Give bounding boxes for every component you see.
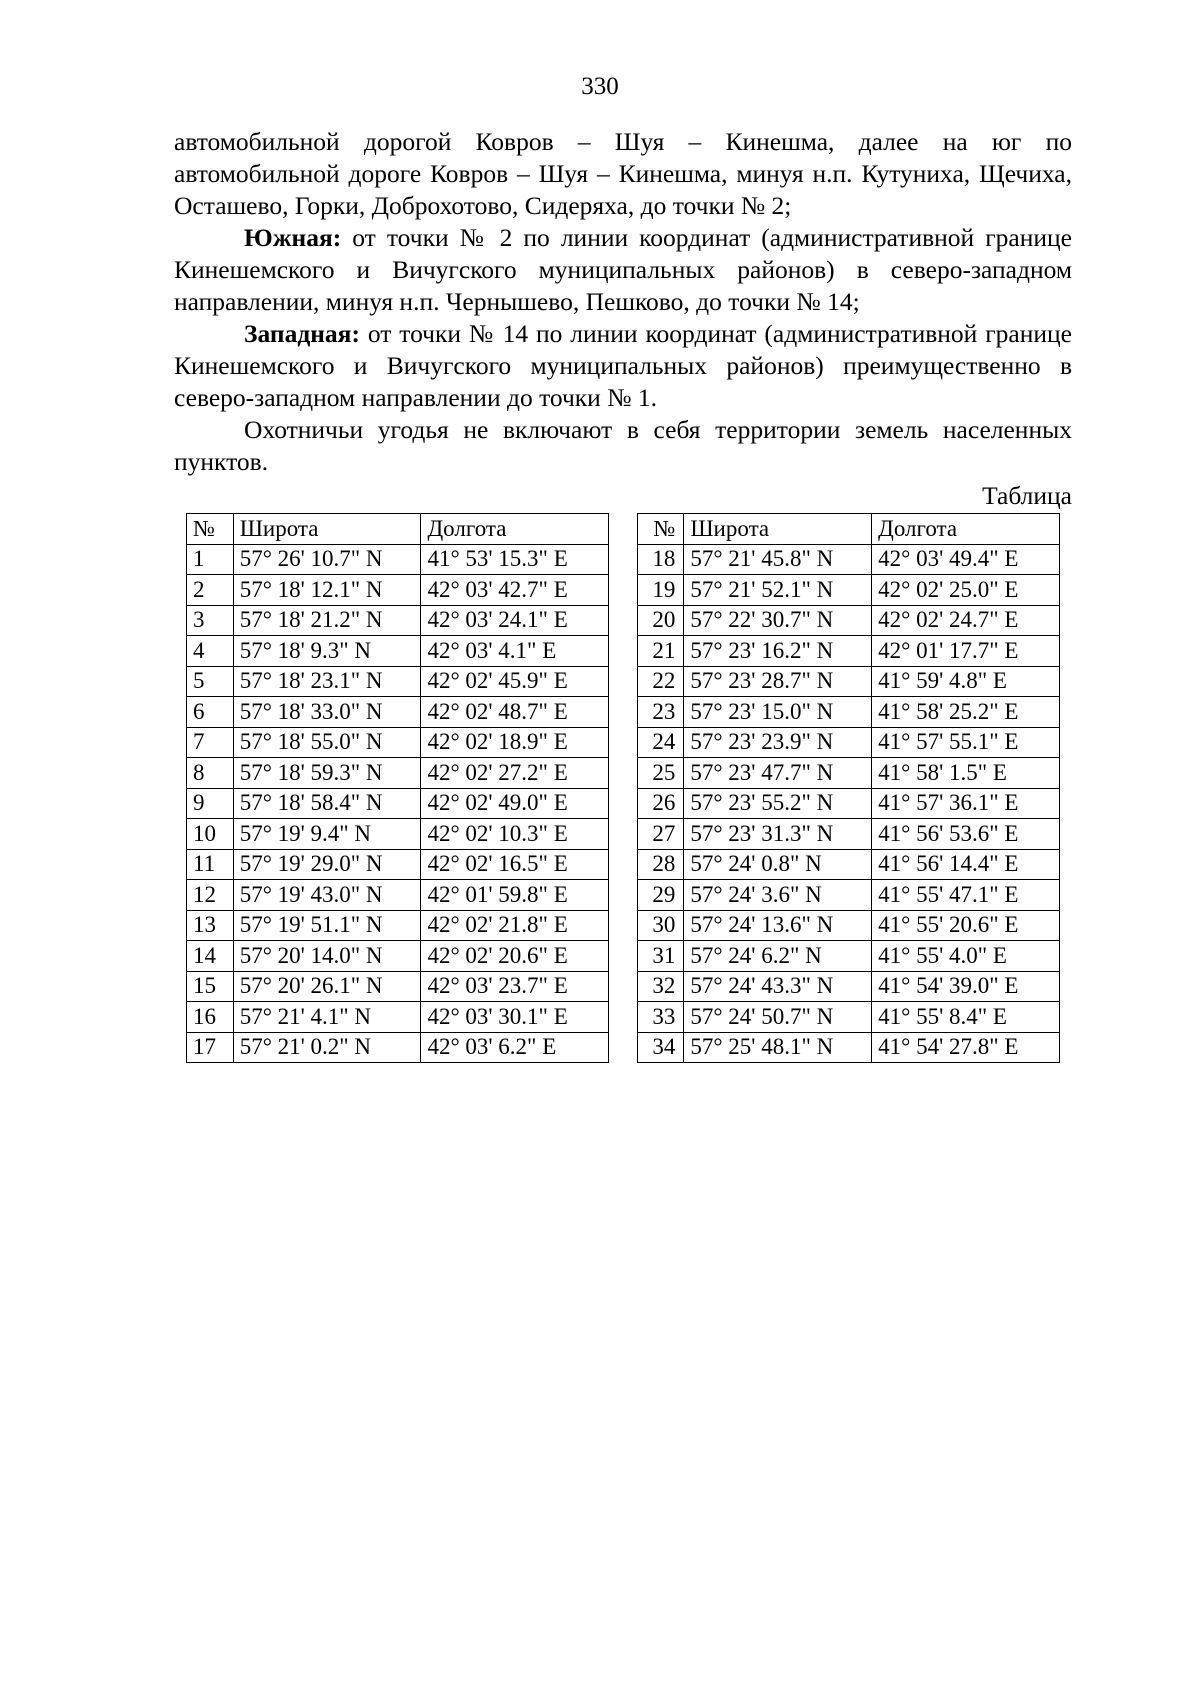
longitude-cell: 42° 02' 27.2" E: [421, 758, 609, 789]
longitude-cell: 42° 03' 49.4" E: [872, 544, 1060, 575]
point-number-cell: 10: [187, 819, 234, 850]
latitude-cell: 57° 18' 33.0" N: [233, 697, 421, 728]
header-num-left: №: [187, 514, 234, 545]
table-row: [187, 819, 1060, 850]
point-number-cell: 29: [637, 880, 684, 911]
latitude-cell: 57° 19' 51.1" N: [233, 910, 421, 941]
longitude-cell: 42° 03' 24.1" E: [421, 605, 609, 636]
point-number-cell: 34: [637, 1032, 684, 1063]
table-row: [187, 636, 1060, 667]
longitude-cell: 42° 03' 42.7" E: [421, 575, 609, 606]
table-gap: [609, 941, 637, 972]
point-number-cell: 19: [637, 575, 684, 606]
longitude-cell: 42° 02' 45.9" E: [421, 666, 609, 697]
body-text: [174, 126, 1072, 478]
longitude-cell: 42° 03' 23.7" E: [421, 971, 609, 1002]
table-gap: [609, 971, 637, 1002]
point-number-cell: 4: [187, 636, 234, 667]
longitude-cell: 41° 54' 27.8" E: [872, 1032, 1060, 1063]
table-row: [187, 544, 1060, 575]
table-row: [187, 788, 1060, 819]
longitude-cell: 41° 56' 14.4" E: [872, 849, 1060, 880]
latitude-cell: 57° 21' 52.1" N: [684, 575, 872, 606]
table-gap: [609, 758, 637, 789]
latitude-cell: 57° 21' 45.8" N: [684, 544, 872, 575]
point-number-cell: 9: [187, 788, 234, 819]
point-number-cell: 33: [637, 1002, 684, 1033]
point-number-cell: 13: [187, 910, 234, 941]
longitude-cell: 42° 02' 25.0" E: [872, 575, 1060, 606]
point-number-cell: 2: [187, 575, 234, 606]
table-gap: [609, 605, 637, 636]
table-gap: [609, 697, 637, 728]
latitude-cell: 57° 23' 23.9" N: [684, 727, 872, 758]
point-number-cell: 23: [637, 697, 684, 728]
latitude-cell: 57° 24' 0.8" N: [684, 849, 872, 880]
point-number-cell: 8: [187, 758, 234, 789]
latitude-cell: 57° 26' 10.7" N: [233, 544, 421, 575]
table-row: [187, 880, 1060, 911]
table-gap: [609, 666, 637, 697]
point-number-cell: 7: [187, 727, 234, 758]
longitude-cell: 41° 59' 4.8" E: [872, 666, 1060, 697]
point-number-cell: 26: [637, 788, 684, 819]
table-header-row: [187, 514, 1060, 545]
table-row: [187, 941, 1060, 972]
table-label: Таблица: [982, 481, 1072, 510]
latitude-cell: 57° 19' 43.0" N: [233, 880, 421, 911]
longitude-cell: 41° 58' 1.5" E: [872, 758, 1060, 789]
point-number-cell: 28: [637, 849, 684, 880]
point-number-cell: 20: [637, 605, 684, 636]
longitude-cell: 41° 55' 4.0" E: [872, 941, 1060, 972]
latitude-cell: 57° 18' 21.2" N: [233, 605, 421, 636]
latitude-cell: 57° 23' 55.2" N: [684, 788, 872, 819]
paragraph-west: [174, 318, 1072, 414]
table-row: [187, 910, 1060, 941]
longitude-cell: 41° 54' 39.0" E: [872, 971, 1060, 1002]
longitude-cell: 42° 02' 18.9" E: [421, 727, 609, 758]
point-number-cell: 24: [637, 727, 684, 758]
latitude-cell: 57° 22' 30.7" N: [684, 605, 872, 636]
point-number-cell: 32: [637, 971, 684, 1002]
point-number-cell: 6: [187, 697, 234, 728]
longitude-cell: 41° 55' 20.6" E: [872, 910, 1060, 941]
table-gap: [609, 514, 637, 545]
table-row: [187, 697, 1060, 728]
latitude-cell: 57° 18' 23.1" N: [233, 666, 421, 697]
header-lon-left: Долгота: [421, 514, 609, 545]
longitude-cell: 41° 58' 25.2" E: [872, 697, 1060, 728]
paragraph-south: [174, 222, 1072, 318]
longitude-cell: 42° 02' 49.0" E: [421, 788, 609, 819]
point-number-cell: 25: [637, 758, 684, 789]
point-number-cell: 14: [187, 941, 234, 972]
point-number-cell: 3: [187, 605, 234, 636]
table-row: [187, 605, 1060, 636]
point-number-cell: 16: [187, 1002, 234, 1033]
table-gap: [609, 544, 637, 575]
latitude-cell: 57° 23' 31.3" N: [684, 819, 872, 850]
table-row: [187, 758, 1060, 789]
longitude-cell: 42° 02' 48.7" E: [421, 697, 609, 728]
latitude-cell: 57° 19' 29.0" N: [233, 849, 421, 880]
longitude-cell: 42° 03' 30.1" E: [421, 1002, 609, 1033]
point-number-cell: 30: [637, 910, 684, 941]
table-gap: [609, 910, 637, 941]
latitude-cell: 57° 23' 16.2" N: [684, 636, 872, 667]
paragraph-1: автомобильной дороге Ковров – Шуя – Кинешма, минуя н.п. Кутуниха, Щечиха, Осташево, Горки, Доброхотово, Сидеряха, до точки № 2;: [174, 159, 1072, 220]
latitude-cell: 57° 23' 15.0" N: [684, 697, 872, 728]
west-text: от точки № 14 по линии координат (административной границе Кинешемского и Вичугского муниципальных районов) преимущественно в северо-западном направлении до точки № 1.: [174, 319, 1072, 412]
longitude-cell: 42° 02' 21.8" E: [421, 910, 609, 941]
south-text: от точки № 2 по линии координат (административной границе Кинешемского и Вичугского муниципальных районов) в северо-западном направлении, минуя н.п. Чернышево, Пешково, до точки № 14;: [174, 223, 1072, 316]
header-lat-right: Широта: [684, 514, 872, 545]
latitude-cell: 57° 21' 0.2" N: [233, 1032, 421, 1063]
coordinates-table: [186, 513, 1060, 1063]
point-number-cell: 31: [637, 941, 684, 972]
table-row: [187, 727, 1060, 758]
longitude-cell: 42° 02' 16.5" E: [421, 849, 609, 880]
point-number-cell: 11: [187, 849, 234, 880]
table-gap: [609, 1032, 637, 1063]
latitude-cell: 57° 24' 3.6" N: [684, 880, 872, 911]
table-gap: [609, 575, 637, 606]
latitude-cell: 57° 20' 26.1" N: [233, 971, 421, 1002]
south-label: Южная:: [244, 223, 342, 252]
longitude-cell: 41° 55' 8.4" E: [872, 1002, 1060, 1033]
table-gap: [609, 788, 637, 819]
latitude-cell: 57° 23' 47.7" N: [684, 758, 872, 789]
header-lon-right: Долгота: [872, 514, 1060, 545]
table-gap: [609, 880, 637, 911]
latitude-cell: 57° 18' 55.0" N: [233, 727, 421, 758]
latitude-cell: 57° 19' 9.4" N: [233, 819, 421, 850]
longitude-cell: 42° 02' 20.6" E: [421, 941, 609, 972]
point-number-cell: 27: [637, 819, 684, 850]
page-number: 330: [581, 73, 619, 100]
latitude-cell: 57° 21' 4.1" N: [233, 1002, 421, 1033]
point-number-cell: 15: [187, 971, 234, 1002]
longitude-cell: 42° 01' 17.7" E: [872, 636, 1060, 667]
table-gap: [609, 849, 637, 880]
latitude-cell: 57° 24' 50.7" N: [684, 1002, 872, 1033]
table-row: [187, 575, 1060, 606]
table-row: [187, 666, 1060, 697]
point-number-cell: 5: [187, 666, 234, 697]
paragraph-hunting: Охотничьи угодья не включают в себя территории земель населенных пунктов.: [174, 415, 1072, 476]
paragraph-1-line-1: автомобильной дорогой Ковров – Шуя – Кинешма, далее на юг по: [174, 127, 1072, 156]
latitude-cell: 57° 18' 58.4" N: [233, 788, 421, 819]
point-number-cell: 12: [187, 880, 234, 911]
table-row: [187, 1002, 1060, 1033]
latitude-cell: 57° 18' 12.1" N: [233, 575, 421, 606]
point-number-cell: 18: [637, 544, 684, 575]
point-number-cell: 17: [187, 1032, 234, 1063]
point-number-cell: 1: [187, 544, 234, 575]
latitude-cell: 57° 24' 13.6" N: [684, 910, 872, 941]
longitude-cell: 41° 57' 55.1" E: [872, 727, 1060, 758]
point-number-cell: 21: [637, 636, 684, 667]
longitude-cell: 42° 02' 10.3" E: [421, 819, 609, 850]
longitude-cell: 42° 03' 4.1" E: [421, 636, 609, 667]
table-row: [187, 849, 1060, 880]
table-gap: [609, 1002, 637, 1033]
longitude-cell: 41° 53' 15.3" E: [421, 544, 609, 575]
header-lat-left: Широта: [233, 514, 421, 545]
point-number-cell: 22: [637, 666, 684, 697]
latitude-cell: 57° 20' 14.0" N: [233, 941, 421, 972]
longitude-cell: 41° 55' 47.1" E: [872, 880, 1060, 911]
latitude-cell: 57° 18' 9.3" N: [233, 636, 421, 667]
table-gap: [609, 636, 637, 667]
latitude-cell: 57° 24' 6.2" N: [684, 941, 872, 972]
longitude-cell: 42° 03' 6.2" E: [421, 1032, 609, 1063]
latitude-cell: 57° 24' 43.3" N: [684, 971, 872, 1002]
longitude-cell: 42° 02' 24.7" E: [872, 605, 1060, 636]
latitude-cell: 57° 25' 48.1" N: [684, 1032, 872, 1063]
table-row: [187, 1032, 1060, 1063]
table-gap: [609, 819, 637, 850]
table-gap: [609, 727, 637, 758]
longitude-cell: 41° 56' 53.6" E: [872, 819, 1060, 850]
table-row: [187, 971, 1060, 1002]
latitude-cell: 57° 23' 28.7" N: [684, 666, 872, 697]
header-num-right: №: [637, 514, 684, 545]
longitude-cell: 42° 01' 59.8" E: [421, 880, 609, 911]
latitude-cell: 57° 18' 59.3" N: [233, 758, 421, 789]
longitude-cell: 41° 57' 36.1" E: [872, 788, 1060, 819]
west-label: Западная:: [244, 319, 360, 348]
